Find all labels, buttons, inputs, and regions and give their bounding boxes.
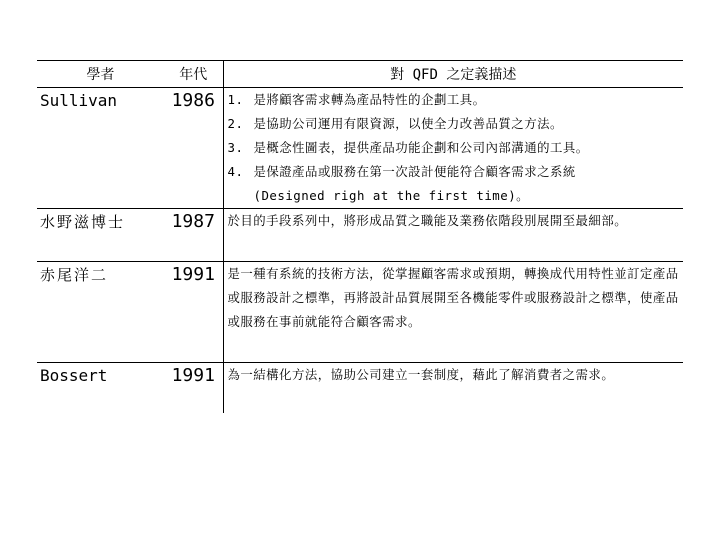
definition-text: 是一種有系統的技術方法，從掌握顧客需求或預期，轉換成代用特性並訂定產品或服務設計之標準，再將設計品質展開至各機能零件或服務設計之標準，使產品或服務在事前就能符合顧客需求。	[227, 266, 679, 329]
definition-item	[228, 160, 682, 208]
item-continuation: (Designed righ at the first time)。	[253, 188, 530, 203]
header-scholar: 學者	[37, 61, 164, 88]
definition-cell	[223, 88, 683, 209]
scholar-cell	[37, 88, 164, 209]
year-value: 1991	[171, 264, 215, 285]
item-text: 是協助公司運用有限資源，以使全力改善品質之方法。	[253, 116, 563, 131]
definition-item	[228, 88, 682, 112]
item-number: 1.	[227, 92, 244, 107]
header-year: 年代	[164, 61, 223, 88]
table-row	[37, 262, 683, 363]
year-cell	[164, 363, 223, 414]
qfd-definition-table	[37, 60, 683, 413]
definition-text	[224, 88, 684, 208]
item-text: 是將顧客需求轉為產品特性的企劃工具。	[253, 92, 486, 107]
scholar-name: 赤尾洋二	[40, 266, 109, 284]
definition-cell	[223, 209, 683, 262]
definition-item	[228, 136, 682, 160]
year-value: 1986	[171, 90, 215, 111]
scholar-cell	[37, 209, 164, 262]
scholar-cell	[37, 363, 164, 414]
definition-cell	[223, 262, 683, 363]
table-row	[37, 88, 683, 209]
year-value: 1991	[171, 365, 215, 386]
definition-text: 為一結構化方法，協助公司建立一套制度，藉此了解消費者之需求。	[227, 367, 615, 382]
table-row	[37, 363, 683, 414]
definition-text: 於目的手段系列中，將形成品質之職能及業務依階段別展開至最細部。	[227, 213, 628, 228]
item-number: 2.	[227, 116, 244, 131]
year-value: 1987	[171, 211, 215, 232]
definition-list	[228, 88, 682, 208]
year-cell	[164, 262, 223, 363]
definition-item	[228, 112, 682, 136]
year-cell	[164, 209, 223, 262]
year-cell	[164, 88, 223, 209]
table-row	[37, 209, 683, 262]
item-number: 4.	[227, 164, 244, 179]
scholar-name: Bossert	[40, 366, 108, 385]
table-header-row	[37, 61, 683, 88]
scholar-name: 水野滋博士	[40, 213, 126, 231]
scholar-cell	[37, 262, 164, 363]
item-text: 是保證產品或服務在第一次設計便能符合顧客需求之系統	[253, 164, 576, 179]
definition-table-page	[37, 60, 683, 436]
header-definition: 對 QFD 之定義描述	[223, 61, 683, 88]
scholar-name: Sullivan	[40, 91, 118, 110]
definition-cell	[223, 363, 683, 414]
item-number: 3.	[227, 140, 244, 155]
item-text: 是概念性圖表，提供產品功能企劃和公司內部溝通的工具。	[253, 140, 589, 155]
